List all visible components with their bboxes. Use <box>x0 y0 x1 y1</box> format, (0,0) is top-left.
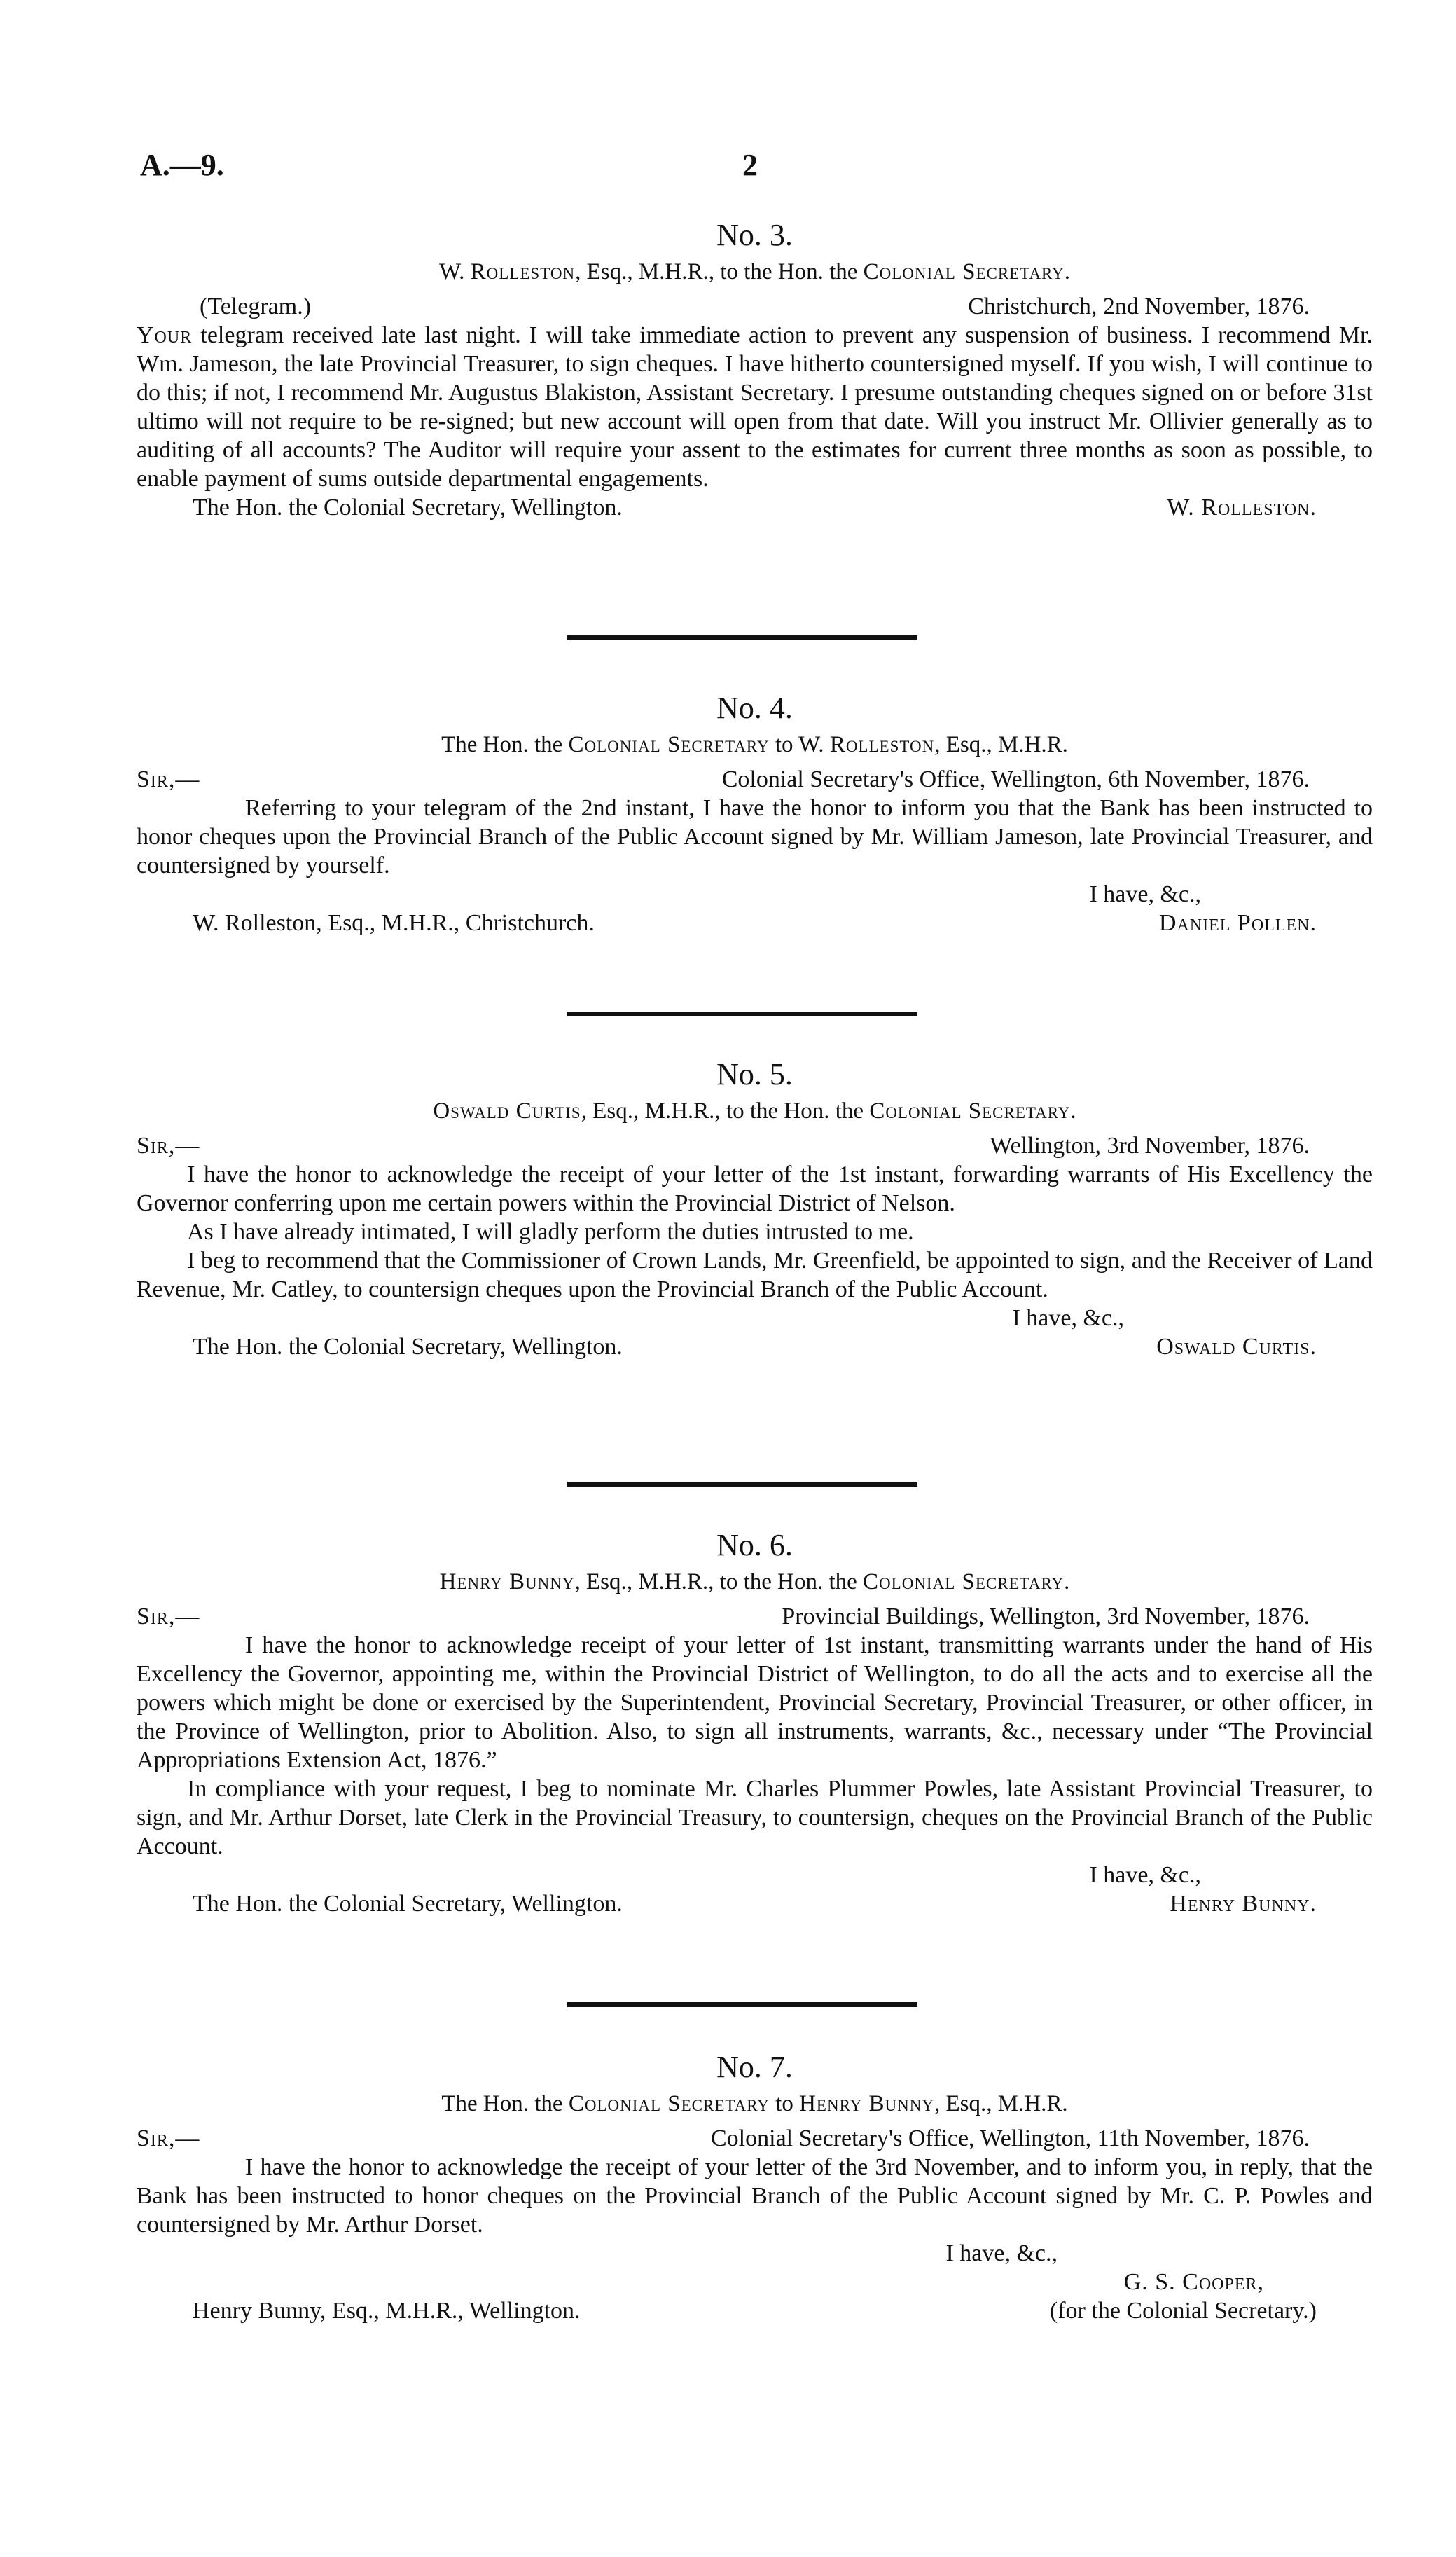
salutation: Sir,— <box>137 1133 200 1159</box>
letter-title: No. 3. <box>716 218 793 252</box>
letter-header-row <box>137 2124 1373 2153</box>
addressee-name: Colonial Secretary <box>568 732 770 757</box>
signature-note: (for the Colonial Secretary.) <box>1049 2298 1317 2324</box>
addressee-name: Colonial Secretary <box>568 2091 770 2116</box>
letter-body <box>137 321 1373 493</box>
letter-body <box>137 1631 1373 1861</box>
letter-footer-row <box>137 493 1373 522</box>
letter-signature: G. S. Cooper, <box>1123 2269 1264 2295</box>
addressee-name: Colonial Secretary <box>863 259 1065 284</box>
letter-paragraph <box>137 321 1373 493</box>
letter-title: No. 6. <box>716 1528 793 1562</box>
letter-addressee <box>137 1568 1373 1597</box>
letter-body <box>137 794 1373 880</box>
letter-body <box>137 1160 1373 1304</box>
letter-place-date: Colonial Secretary's Office, Wellington, 6th November, 1876. <box>721 766 1310 792</box>
addressee-text: , Esq., M.H.R. <box>934 2091 1068 2116</box>
letter-paragraph: In compliance with your request, I beg to nominate Mr. Charles Plummer Powles, late Assistant Provincial Treasurer, to sign, and Mr. Arthur Dorset, late Clerk in the Provincial Treasury, to countersign, cheques on the Provincial Branch of the Public Account. <box>137 1776 1373 1859</box>
addressee-text: to <box>769 2091 800 2116</box>
letter-title: No. 7. <box>716 2050 793 2084</box>
letter-body <box>137 2153 1373 2239</box>
letter-addressee <box>137 731 1373 759</box>
addressee-name: Colonial Secretary <box>863 1569 1065 1594</box>
letter-addressee <box>137 2090 1373 2118</box>
letter-closing: I have, &c., <box>945 2240 1058 2266</box>
letter-recipient: Henry Bunny, Esq., M.H.R., Wellington. <box>193 2298 581 2324</box>
letter-footer-row <box>137 1332 1373 1361</box>
letter-footer-row <box>137 2296 1373 2325</box>
letter-footer-row <box>137 909 1373 937</box>
addressee-text: The Hon. the <box>441 2091 569 2116</box>
letter-paragraph: I have the honor to acknowledge the receipt of your letter of the 1st instant, forwarding warrants of His Excellency the Governor conferring upon me certain powers within the Provincial District of Nelson. <box>137 1162 1373 1216</box>
addressee-text: to W. <box>769 732 830 757</box>
addressee-name: Henry Bunny <box>439 1569 575 1594</box>
telegram-tag: (Telegram.) <box>200 294 312 319</box>
letter-paragraph: As I have already intimated, I will gladly perform the duties intrusted to me. <box>187 1219 914 1245</box>
letter-place-date: Christchurch, 2nd November, 1876. <box>968 294 1310 319</box>
letter-closing: I have, &c., <box>1089 881 1201 907</box>
letter-signature: Oswald Curtis. <box>1156 1334 1317 1360</box>
first-word: Your <box>137 322 193 348</box>
section-divider <box>567 1012 917 1016</box>
letter-closing: I have, &c., <box>1089 1862 1201 1888</box>
letter-title: No. 4. <box>716 691 793 725</box>
letter-addressee <box>137 1097 1373 1126</box>
section-divider <box>567 2002 917 2007</box>
addressee-text: W. <box>439 259 471 284</box>
addressee-text: . <box>1070 1098 1076 1124</box>
letter-header-row <box>137 292 1373 321</box>
sheet-reference: A.—9. <box>140 148 224 182</box>
letter-place-date: Wellington, 3rd November, 1876. <box>990 1133 1310 1159</box>
addressee-text: . <box>1064 1569 1070 1594</box>
addressee-name: Rolleston <box>829 732 935 757</box>
letter-no-7 <box>137 2049 1373 2325</box>
page-number: 2 <box>742 148 758 182</box>
addressee-text: . <box>1064 259 1070 284</box>
letter-recipient: W. Rolleston, Esq., M.H.R., Christchurch. <box>193 910 595 936</box>
letter-signature: Daniel Pollen. <box>1158 910 1317 936</box>
addressee-name: Henry Bunny <box>799 2091 934 2116</box>
letter-no-3 <box>137 217 1373 522</box>
letter-paragraph: Referring to your telegram of the 2nd instant, I have the honor to inform you that the Bank has been instructed to honor cheques upon the Provincial Branch of the Public Account signed by Mr. William Jameson, late Provincial Treasurer, and countersigned by yourself. <box>137 795 1373 878</box>
addressee-text: , Esq., M.H.R., to the Hon. the <box>581 1098 870 1124</box>
addressee-text: , Esq., M.H.R., to the Hon. the <box>575 259 864 284</box>
letter-no-4 <box>137 690 1373 937</box>
letter-title: No. 5. <box>716 1057 793 1091</box>
letter-recipient: The Hon. the Colonial Secretary, Wellington. <box>193 1891 623 1917</box>
letter-place-date: Colonial Secretary's Office, Wellington, 11th November, 1876. <box>711 2125 1310 2151</box>
letter-recipient: The Hon. the Colonial Secretary, Wellington. <box>193 495 623 521</box>
section-divider <box>567 635 917 640</box>
salutation: Sir,— <box>137 766 200 792</box>
paragraph-text: telegram received late last night. I will take immediate action to prevent any suspension of business. I recommend Mr. Wm. Jameson, the late Provincial Treasurer, to sign cheques. I have hitherto countersigned myself. If you wish, I will continue to do this; if not, I recommend Mr. Augustus Blakiston, Assistant Secretary. I presume outstanding cheques signed on or before 31st ultimo will not require to be re-signed; but new account will open from that date. Will you instruct Mr. Ollivier generally as to auditing of all accounts? The Auditor will require your assent to the estimates for current three months as soon as possible, to enable payment of sums outside departmental engagements. <box>137 322 1373 492</box>
letter-paragraph: I have the honor to acknowledge receipt of your letter of 1st instant, transmitting warrants under the hand of His Excellency the Governor, appointing me, within the Provincial District of Wellington, to do all the acts and to exercise all the powers which might be done or exercised by the Superintendent, Provincial Secretary, Provincial Treasurer, or other officer, in the Province of Wellington, prior to Abolition. Also, to sign all instruments, warrants, &c., necessary under “The Provincial Appropriations Extension Act, 1876.” <box>137 1632 1373 1773</box>
addressee-text: The Hon. the <box>441 732 569 757</box>
letter-signature: Henry Bunny. <box>1170 1891 1317 1917</box>
letter-paragraph: I have the honor to acknowledge the receipt of your letter of the 3rd November, and to inform you, in reply, that the Bank has been instructed to honor cheques on the Provincial Branch of the Public Account signed by Mr. C. P. Powles and countersigned by Mr. Arthur Dorset. <box>137 2154 1373 2238</box>
letter-header-row <box>137 1131 1373 1160</box>
salutation: Sir,— <box>137 1604 200 1629</box>
letter-paragraph: I beg to recommend that the Commissioner of Crown Lands, Mr. Greenfield, be appointed to sign, and the Receiver of Land Revenue, Mr. Catley, to countersign cheques upon the Provincial Branch of the Public Account. <box>137 1248 1373 1302</box>
addressee-text: , Esq., M.H.R., to the Hon. the <box>574 1569 864 1594</box>
section-divider <box>567 1482 917 1487</box>
addressee-name: Colonial Secretary <box>869 1098 1071 1124</box>
salutation: Sir,— <box>137 2125 200 2151</box>
letter-recipient: The Hon. the Colonial Secretary, Wellington. <box>193 1334 623 1360</box>
letter-footer-row <box>137 1889 1373 1918</box>
addressee-text: , Esq., M.H.R. <box>934 732 1068 757</box>
letter-closing: I have, &c., <box>1012 1305 1124 1331</box>
letter-signature: W. Rolleston. <box>1167 495 1317 521</box>
letter-no-5 <box>137 1056 1373 1361</box>
letter-place-date: Provincial Buildings, Wellington, 3rd November, 1876. <box>782 1604 1310 1629</box>
addressee-name: Rolleston <box>470 259 576 284</box>
addressee-name: Oswald Curtis <box>433 1098 581 1124</box>
letter-addressee <box>137 258 1373 287</box>
letter-header-row <box>137 1602 1373 1631</box>
letter-header-row <box>137 765 1373 794</box>
letter-no-6 <box>137 1527 1373 1918</box>
